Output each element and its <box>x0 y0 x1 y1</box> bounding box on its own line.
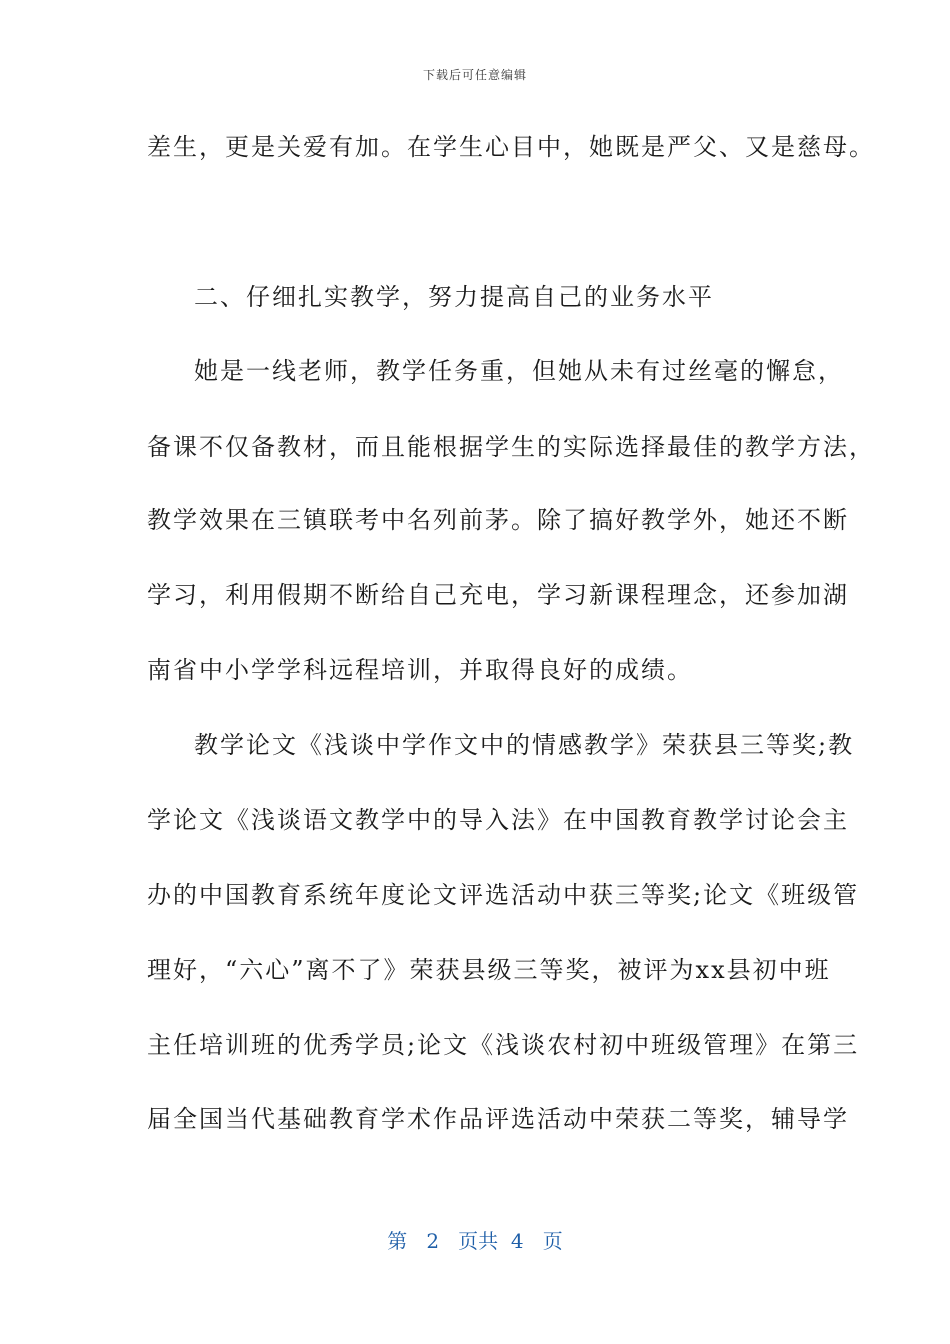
body-line-6: 南省中小学学科远程培训，并取得良好的成绩。 <box>147 656 693 684</box>
body-line-2: 她是一线老师，教学任务重，但她从未有过丝毫的懈怠， <box>194 357 844 385</box>
body-line-1: 差生，更是关爱有加。在学生心目中，她既是严父、又是慈母。 <box>147 133 875 161</box>
body-line-4: 教学效果在三镇联考中名列前茅。除了搞好教学外，她还不断 <box>147 506 849 534</box>
body-line-10: 理好，“六心”离不了》荣获县级三等奖，被评为xx县初中班 <box>147 956 831 984</box>
page-suffix: 页 <box>542 1229 563 1253</box>
page-current: 2 <box>426 1229 440 1253</box>
section-heading: 二、仔细扎实教学，努力提高自己的业务水平 <box>194 283 714 311</box>
body-line-12: 届全国当代基础教育学术作品评选活动中荣获二等奖，辅导学 <box>147 1105 849 1133</box>
page-total: 4 <box>510 1229 524 1253</box>
body-line-7: 教学论文《浅谈中学作文中的情感教学》荣获县三等奖;教 <box>194 731 855 759</box>
body-line-3: 备课不仅备教材，而且能根据学生的实际选择最佳的教学方法， <box>147 433 875 461</box>
page-header-note: 下载后可任意编辑 <box>422 68 527 82</box>
body-line-9: 办的中国教育系统年度论文评选活动中获三等奖;论文《班级管 <box>147 881 860 909</box>
page-footer <box>0 1225 950 1254</box>
page-prefix: 第 <box>387 1229 408 1253</box>
body-line-8: 学论文《浅谈语文教学中的导入法》在中国教育教学讨论会主 <box>147 806 849 834</box>
page-middle: 页共 <box>458 1229 499 1253</box>
body-line-11: 主任培训班的优秀学员;论文《浅谈农村初中班级管理》在第三 <box>147 1031 860 1059</box>
body-line-5: 学习，利用假期不断给自己充电，学习新课程理念，还参加湖 <box>147 581 849 609</box>
